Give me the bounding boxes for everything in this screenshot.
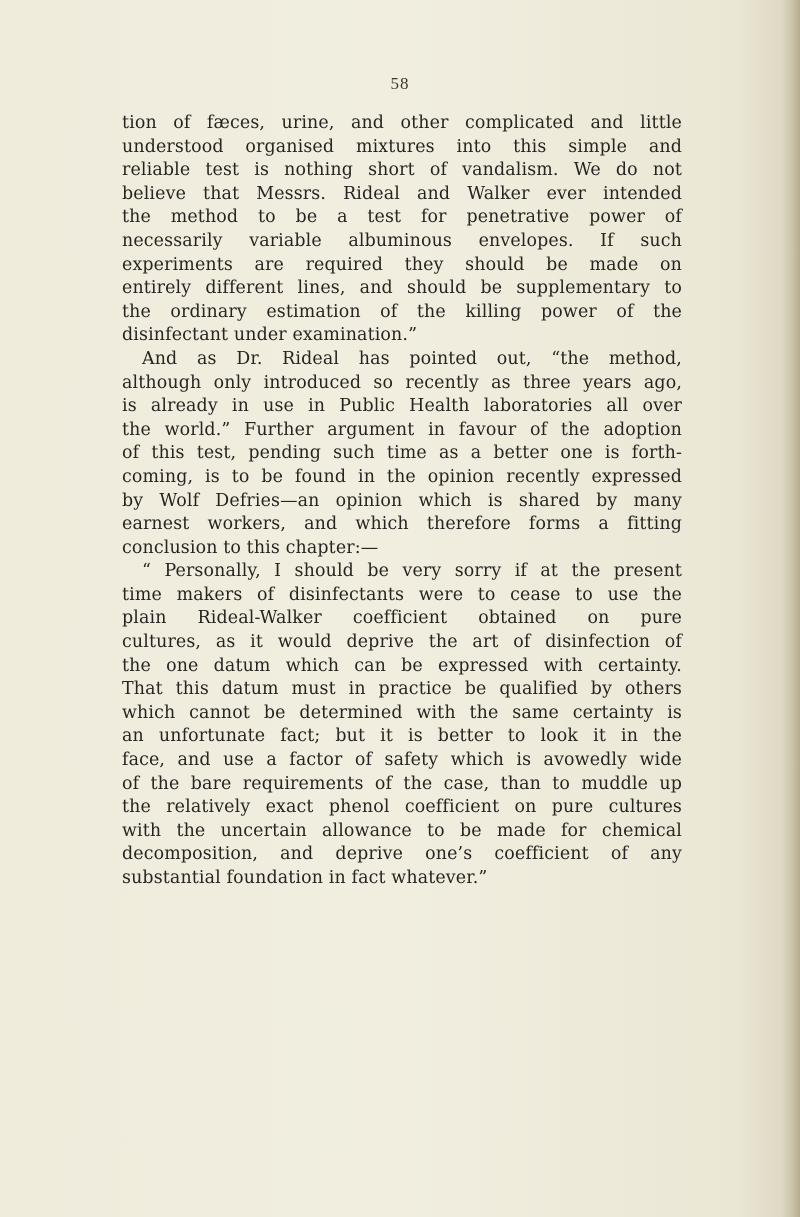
text-line: the one datum which can be expressed with certainty. xyxy=(122,655,682,676)
text-line: disinfectant under examination.” xyxy=(122,325,418,346)
text-line: is already in use in Public Health laboratories all over xyxy=(122,396,682,417)
text-line: believe that Messrs. Rideal and Walker ever intended xyxy=(122,183,682,204)
quote-start-line: “ Personally, I should be very sorry if at the present xyxy=(142,561,682,582)
text-line: of the bare requirements of the case, than to muddle up xyxy=(122,773,682,794)
text-line: time makers of disinfectants were to cease to use the xyxy=(122,584,682,605)
text-line: decomposition, and deprive one’s coefficient of any xyxy=(122,844,682,865)
text-line: cultures, as it would deprive the art of disinfection of xyxy=(122,632,682,653)
text-line: the relatively exact phenol coefficient on pure cultures xyxy=(122,797,682,818)
text-line: the method to be a test for penetrative power of xyxy=(122,207,682,228)
text-line: face, and use a factor of safety which is avowedly wide xyxy=(122,750,682,771)
paragraph-start-line: And as Dr. Rideal has pointed out, “the method, xyxy=(142,348,682,369)
text-line: reliable test is nothing short of vandalism. We do not xyxy=(122,160,682,181)
page-edge-shadow xyxy=(782,0,800,1217)
text-line: by Wolf Defries—an opinion which is shared by many xyxy=(122,490,682,511)
text-line: tion of fæces, urine, and other complicated and little xyxy=(122,113,682,133)
text-line: the ordinary estimation of the killing power of the xyxy=(122,301,682,322)
text-line: coming, is to be found in the opinion recently expressed xyxy=(122,466,682,487)
text-line: experiments are required they should be made on xyxy=(122,254,682,275)
page-number: 58 xyxy=(390,74,410,93)
text-line: which cannot be determined with the same certainty is xyxy=(122,702,682,723)
body-text xyxy=(122,112,682,891)
text-line: with the uncertain allowance to be made for chemical xyxy=(122,820,682,841)
text-line: plain Rideal-Walker coefficient obtained on pure xyxy=(122,608,682,629)
text-line: earnest workers, and which therefore forms a fitting xyxy=(122,514,682,535)
text-line: entirely different lines, and should be supplementary to xyxy=(122,278,682,299)
text-line: necessarily variable albuminous envelopes. If such xyxy=(122,230,682,251)
text-line: That this datum must in practice be qualified by others xyxy=(122,679,682,700)
text-line: the world.” Further argument in favour of the adoption xyxy=(122,419,682,440)
text-line: understood organised mixtures into this simple and xyxy=(122,136,682,157)
text-line: although only introduced so recently as three years ago, xyxy=(122,372,682,393)
text-line: an unfortunate fact; but it is better to look it in the xyxy=(122,726,682,747)
text-line: conclusion to this chapter:— xyxy=(122,537,379,558)
text-line: of this test, pending such time as a better one is forth- xyxy=(122,443,682,464)
text-line: substantial foundation in fact whatever.” xyxy=(122,868,488,888)
